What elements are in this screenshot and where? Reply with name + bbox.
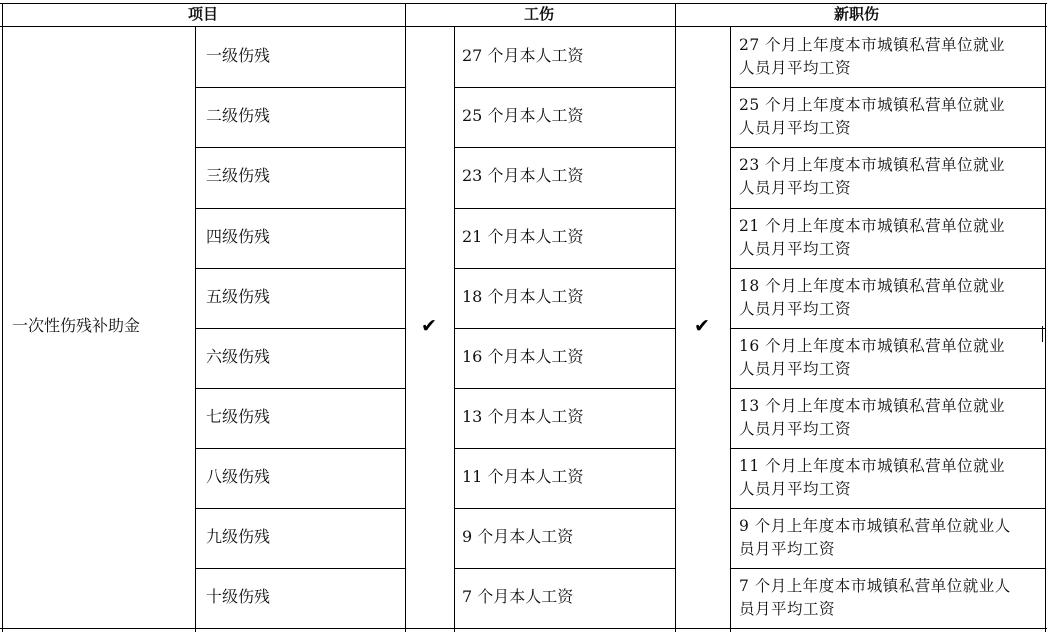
disability-level: 七级伤残 [206, 407, 271, 426]
grid-line-row [730, 568, 1046, 569]
disability-level: 九级伤残 [206, 527, 271, 546]
new-injury-compensation-line1: 7 个月上年度本市城镇私营单位就业人 [739, 577, 1011, 595]
new-injury-compensation-line2: 人员月平均工资 [739, 240, 852, 258]
new-injury-compensation-line2: 人员月平均工资 [739, 59, 852, 77]
injury-compensation: 25 个月本人工资 [462, 106, 584, 125]
new-injury-compensation-line2: 人员月平均工资 [739, 179, 852, 197]
new-injury-compensation-line1: 13 个月上年度本市城镇私营单位就业 [739, 397, 1006, 415]
header-new-injury: 新职伤 [834, 5, 880, 23]
new-injury-compensation-line2: 人员月平均工资 [739, 300, 852, 318]
injury-checkmark-icon: ✔ [421, 315, 437, 337]
grid-line-level-left [195, 26, 196, 632]
grid-line-row [454, 568, 676, 569]
new-injury-compensation-line2: 人员月平均工资 [739, 420, 852, 438]
grid-line-row [454, 328, 676, 329]
grid-line-header-bottom [0, 26, 1047, 27]
grid-line-row [195, 87, 406, 88]
grid-line-row [730, 328, 1046, 329]
new-injury-compensation-line1: 23 个月上年度本市城镇私营单位就业 [739, 156, 1006, 174]
grid-line-row [454, 448, 676, 449]
disability-level: 十级伤残 [206, 587, 271, 606]
injury-compensation: 27 个月本人工资 [462, 46, 584, 65]
grid-line-row [454, 208, 676, 209]
disability-level: 六级伤残 [206, 347, 271, 366]
new-injury-checkmark-icon: ✔ [694, 315, 710, 337]
grid-line-row [730, 87, 1046, 88]
injury-compensation: 7 个月本人工资 [462, 587, 574, 606]
injury-compensation: 16 个月本人工资 [462, 347, 584, 366]
new-injury-compensation-line1: 16 个月上年度本市城镇私营单位就业 [739, 337, 1006, 355]
grid-line-row [730, 268, 1046, 269]
grid-line-row [730, 448, 1046, 449]
grid-line-injury-new [675, 3, 676, 632]
text-cursor [1042, 326, 1043, 342]
new-injury-compensation-line2: 人员月平均工资 [739, 360, 852, 378]
header-item: 项目 [188, 5, 219, 23]
grid-line-row [454, 87, 676, 88]
grid-line-right [1045, 3, 1046, 632]
category-label: 一次性伤残补助金 [12, 316, 141, 335]
new-injury-compensation-line2: 人员月平均工资 [739, 119, 852, 137]
grid-line-row [195, 147, 406, 148]
grid-line-injury-inner [454, 26, 455, 632]
grid-line-row [195, 388, 406, 389]
grid-line-row [195, 268, 406, 269]
new-injury-compensation-line2: 员月平均工资 [739, 600, 836, 618]
new-injury-compensation-line2: 人员月平均工资 [739, 480, 852, 498]
grid-line-new-inner [730, 26, 731, 632]
grid-line-bottom [0, 628, 1047, 629]
injury-compensation: 21 个月本人工资 [462, 227, 584, 246]
disability-level: 五级伤残 [206, 287, 271, 306]
grid-line-row [195, 448, 406, 449]
header-injury: 工伤 [524, 5, 555, 23]
disability-level: 四级伤残 [206, 227, 271, 246]
grid-line-row [195, 328, 406, 329]
grid-line-row [730, 208, 1046, 209]
grid-line-left [2, 3, 3, 632]
disability-level: 二级伤残 [206, 106, 271, 125]
new-injury-compensation-line1: 9 个月上年度本市城镇私营单位就业人 [739, 517, 1011, 535]
injury-compensation: 18 个月本人工资 [462, 287, 584, 306]
injury-compensation: 11 个月本人工资 [462, 467, 584, 486]
grid-line-row [730, 147, 1046, 148]
grid-line-row [730, 388, 1046, 389]
grid-line-row [454, 268, 676, 269]
grid-line-row [195, 208, 406, 209]
injury-compensation: 9 个月本人工资 [462, 527, 574, 546]
grid-line-row [195, 508, 406, 509]
grid-line-row [454, 388, 676, 389]
disability-level: 八级伤残 [206, 467, 271, 486]
grid-line-item-injury [405, 3, 406, 632]
injury-compensation: 23 个月本人工资 [462, 166, 584, 185]
new-injury-compensation-line1: 21 个月上年度本市城镇私营单位就业 [739, 217, 1006, 235]
grid-line-top [0, 3, 1047, 4]
new-injury-compensation-line1: 18 个月上年度本市城镇私营单位就业 [739, 277, 1006, 295]
new-injury-compensation-line1: 11 个月上年度本市城镇私营单位就业 [739, 457, 1006, 475]
grid-line-row [454, 147, 676, 148]
grid-line-row [454, 508, 676, 509]
new-injury-compensation-line2: 员月平均工资 [739, 540, 836, 558]
new-injury-compensation-line1: 27 个月上年度本市城镇私营单位就业 [739, 36, 1006, 54]
grid-line-row [730, 508, 1046, 509]
new-injury-compensation-line1: 25 个月上年度本市城镇私营单位就业 [739, 96, 1006, 114]
disability-level: 三级伤残 [206, 166, 271, 185]
grid-line-row [195, 568, 406, 569]
injury-compensation: 13 个月本人工资 [462, 407, 584, 426]
disability-level: 一级伤残 [206, 46, 271, 65]
